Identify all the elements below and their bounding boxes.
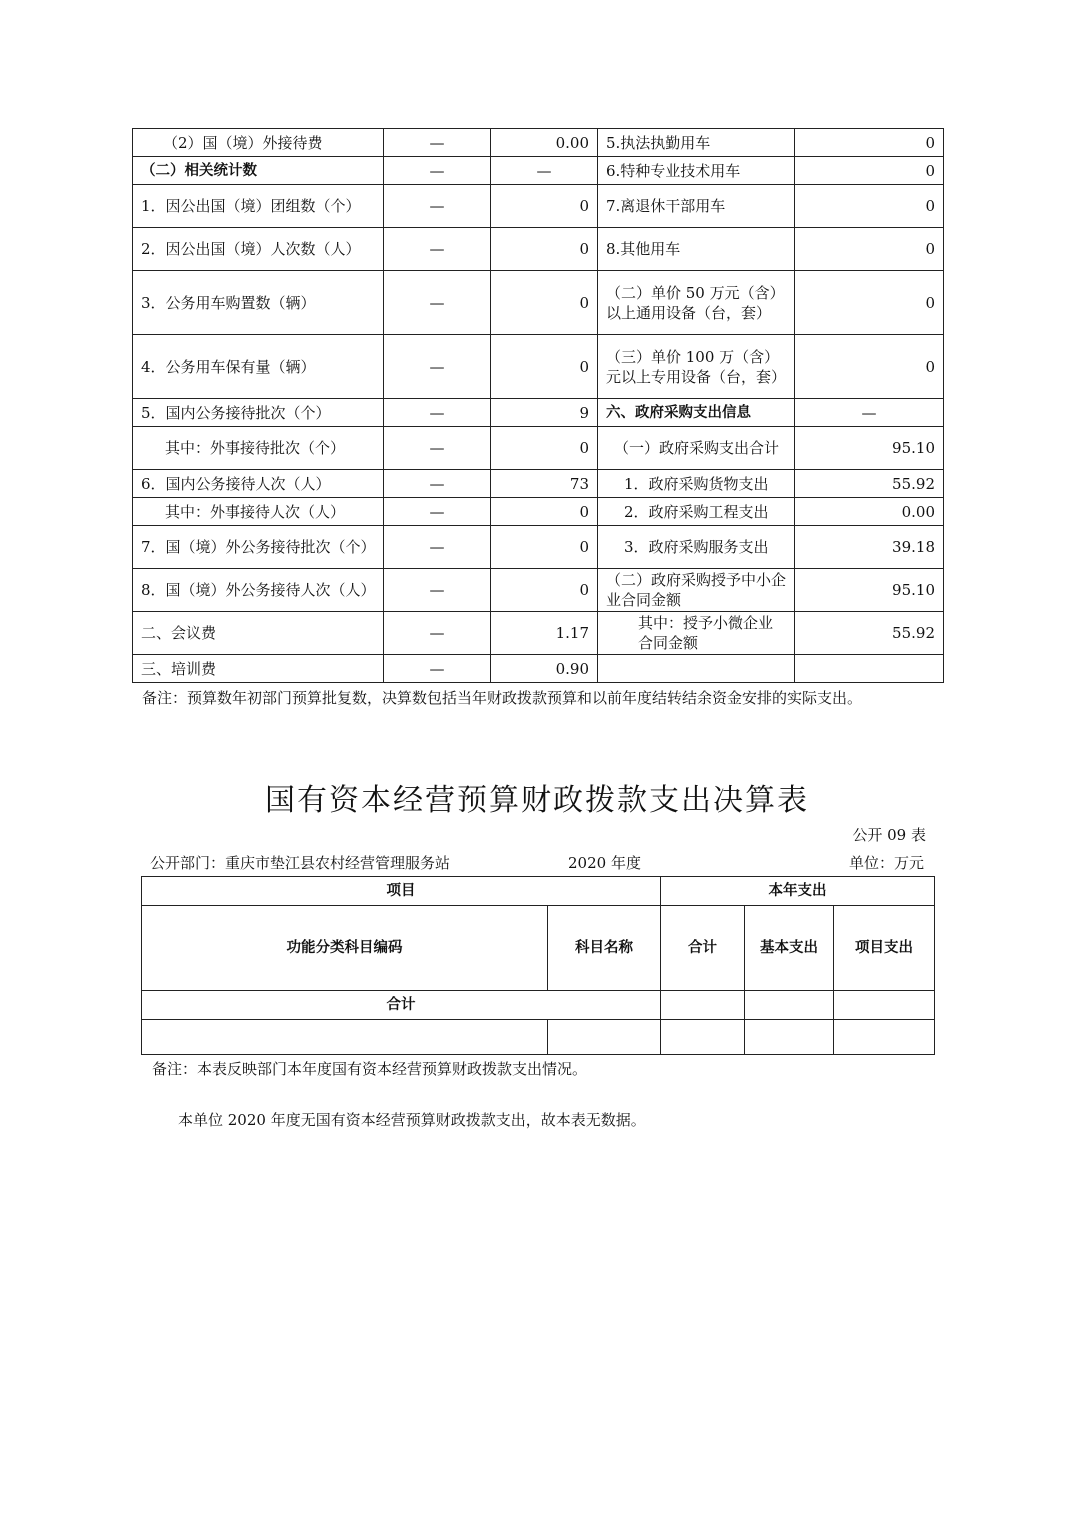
right-row-value: — (795, 399, 944, 427)
department-label: 公开部门：重庆市垫江县农村经营管理服务站 (150, 854, 451, 872)
table-row (133, 157, 944, 185)
right-row-label: 6.特种专业技术用车 (598, 157, 795, 185)
row-label: 7．国（境）外公务接待批次（个） (133, 526, 384, 569)
project-cell (834, 991, 935, 1020)
header-row (142, 877, 935, 906)
final-value: 1.17 (491, 612, 598, 655)
row-label: （二）相关统计数 (133, 157, 384, 185)
table-row (133, 335, 944, 399)
header-basic: 基本支出 (745, 906, 834, 991)
right-row-label: 1．政府采购货物支出 (598, 470, 795, 498)
table-row (133, 498, 944, 526)
budget-value: — (384, 470, 491, 498)
final-value: 0 (491, 228, 598, 271)
table-row (133, 228, 944, 271)
basic-cell (745, 991, 834, 1020)
header-total: 合计 (661, 906, 745, 991)
final-value: 0 (491, 526, 598, 569)
page-title: 国有资本经营预算财政拨款支出决算表 (265, 783, 809, 818)
right-row-value (795, 655, 944, 683)
header-this-year: 本年支出 (661, 877, 935, 906)
table-row (133, 569, 944, 612)
row-label: 3．公务用车购置数（辆） (133, 271, 384, 335)
header-project: 项目支出 (834, 906, 935, 991)
name-cell (548, 1020, 661, 1055)
budget-value: — (384, 335, 491, 399)
right-row-label: 其中：授予小微企业合同金额 (598, 612, 795, 655)
row-label: 三、培训费 (133, 655, 384, 683)
right-row-value: 0 (795, 185, 944, 228)
budget-value: — (384, 399, 491, 427)
budget-value: — (384, 498, 491, 526)
state-capital-budget-table (141, 876, 935, 1055)
right-row-value: 0 (795, 271, 944, 335)
budget-value: — (384, 569, 491, 612)
table-note: 备注：预算数年初部门预算批复数，决算数包括当年财政拨款预算和以前年度结转结余资金安排的实际支出。 (142, 689, 863, 707)
budget-value: — (384, 185, 491, 228)
form-code: 公开 09 表 (852, 826, 926, 844)
basic-cell (745, 1020, 834, 1055)
table-row (133, 655, 944, 683)
row-label: 6．国内公务接待人次（人） (133, 470, 384, 498)
budget-value: — (384, 612, 491, 655)
right-row-value: 95.10 (795, 569, 944, 612)
right-row-label: （二）政府采购授予中小企业合同金额 (598, 569, 795, 612)
total-label: 合计 (142, 991, 661, 1020)
right-row-label: （二）单价 50 万元（含）以上通用设备（台，套） (598, 271, 795, 335)
right-row-value: 39.18 (795, 526, 944, 569)
table-row (133, 427, 944, 470)
final-value: 0 (491, 569, 598, 612)
row-label: 5．国内公务接待批次（个） (133, 399, 384, 427)
right-row-label: 7.离退休干部用车 (598, 185, 795, 228)
final-value: 0 (491, 498, 598, 526)
table-row (133, 129, 944, 157)
right-row-label: 8.其他用车 (598, 228, 795, 271)
budget-value: — (384, 129, 491, 157)
total-row (142, 991, 935, 1020)
final-value: 73 (491, 470, 598, 498)
row-label: 二、会议费 (133, 612, 384, 655)
right-row-value: 0 (795, 228, 944, 271)
no-data-statement: 本单位 2020 年度无国有资本经营预算财政拨款支出，故本表无数据。 (178, 1111, 646, 1129)
right-row-value: 0 (795, 157, 944, 185)
table-row (133, 612, 944, 655)
expense-stats-table (132, 128, 944, 683)
table-row (133, 526, 944, 569)
right-row-label: 5.执法执勤用车 (598, 129, 795, 157)
budget-value: — (384, 157, 491, 185)
final-value: 0 (491, 427, 598, 470)
right-row-label: 2．政府采购工程支出 (598, 498, 795, 526)
final-value: 0.00 (491, 129, 598, 157)
right-row-label: （一）政府采购支出合计 (598, 427, 795, 470)
right-row-value: 0.00 (795, 498, 944, 526)
total-cell (661, 1020, 745, 1055)
table-row (133, 470, 944, 498)
final-value: 0 (491, 335, 598, 399)
budget-value: — (384, 228, 491, 271)
row-label: 其中：外事接待人次（人） (133, 498, 384, 526)
table-row (133, 271, 944, 335)
budget-value: — (384, 526, 491, 569)
header-code: 功能分类科目编码 (142, 906, 548, 991)
row-label: 8．国（境）外公务接待人次（人） (133, 569, 384, 612)
code-cell (142, 1020, 548, 1055)
row-label: 2．因公出国（境）人次数（人） (133, 228, 384, 271)
row-label: 其中：外事接待批次（个） (133, 427, 384, 470)
final-value: 0.90 (491, 655, 598, 683)
right-row-label: 六、政府采购支出信息 (598, 399, 795, 427)
table-row (133, 185, 944, 228)
row-label: （2）国（境）外接待费 (133, 129, 384, 157)
final-value: 9 (491, 399, 598, 427)
row-label: 4．公务用车保有量（辆） (133, 335, 384, 399)
row-label: 1．因公出国（境）团组数（个） (133, 185, 384, 228)
right-row-value: 0 (795, 129, 944, 157)
right-row-value: 95.10 (795, 427, 944, 470)
final-value: — (491, 157, 598, 185)
final-value: 0 (491, 185, 598, 228)
budget-value: — (384, 271, 491, 335)
fiscal-year: 2020 年度 (568, 854, 641, 872)
right-row-label: 3．政府采购服务支出 (598, 526, 795, 569)
header-row (142, 906, 935, 991)
right-row-label: （三）单价 100 万（含）元以上专用设备（台，套） (598, 335, 795, 399)
unit-label: 单位：万元 (848, 854, 924, 872)
total-cell (661, 991, 745, 1020)
budget-value: — (384, 655, 491, 683)
table-row (133, 399, 944, 427)
header-item: 项目 (142, 877, 661, 906)
right-row-label (598, 655, 795, 683)
budget-value: — (384, 427, 491, 470)
right-row-value: 55.92 (795, 612, 944, 655)
right-row-value: 0 (795, 335, 944, 399)
header-name: 科目名称 (548, 906, 661, 991)
final-value: 0 (491, 271, 598, 335)
table-note: 备注：本表反映部门本年度国有资本经营预算财政拨款支出情况。 (152, 1060, 588, 1078)
project-cell (834, 1020, 935, 1055)
right-row-value: 55.92 (795, 470, 944, 498)
table-row (142, 1020, 935, 1055)
